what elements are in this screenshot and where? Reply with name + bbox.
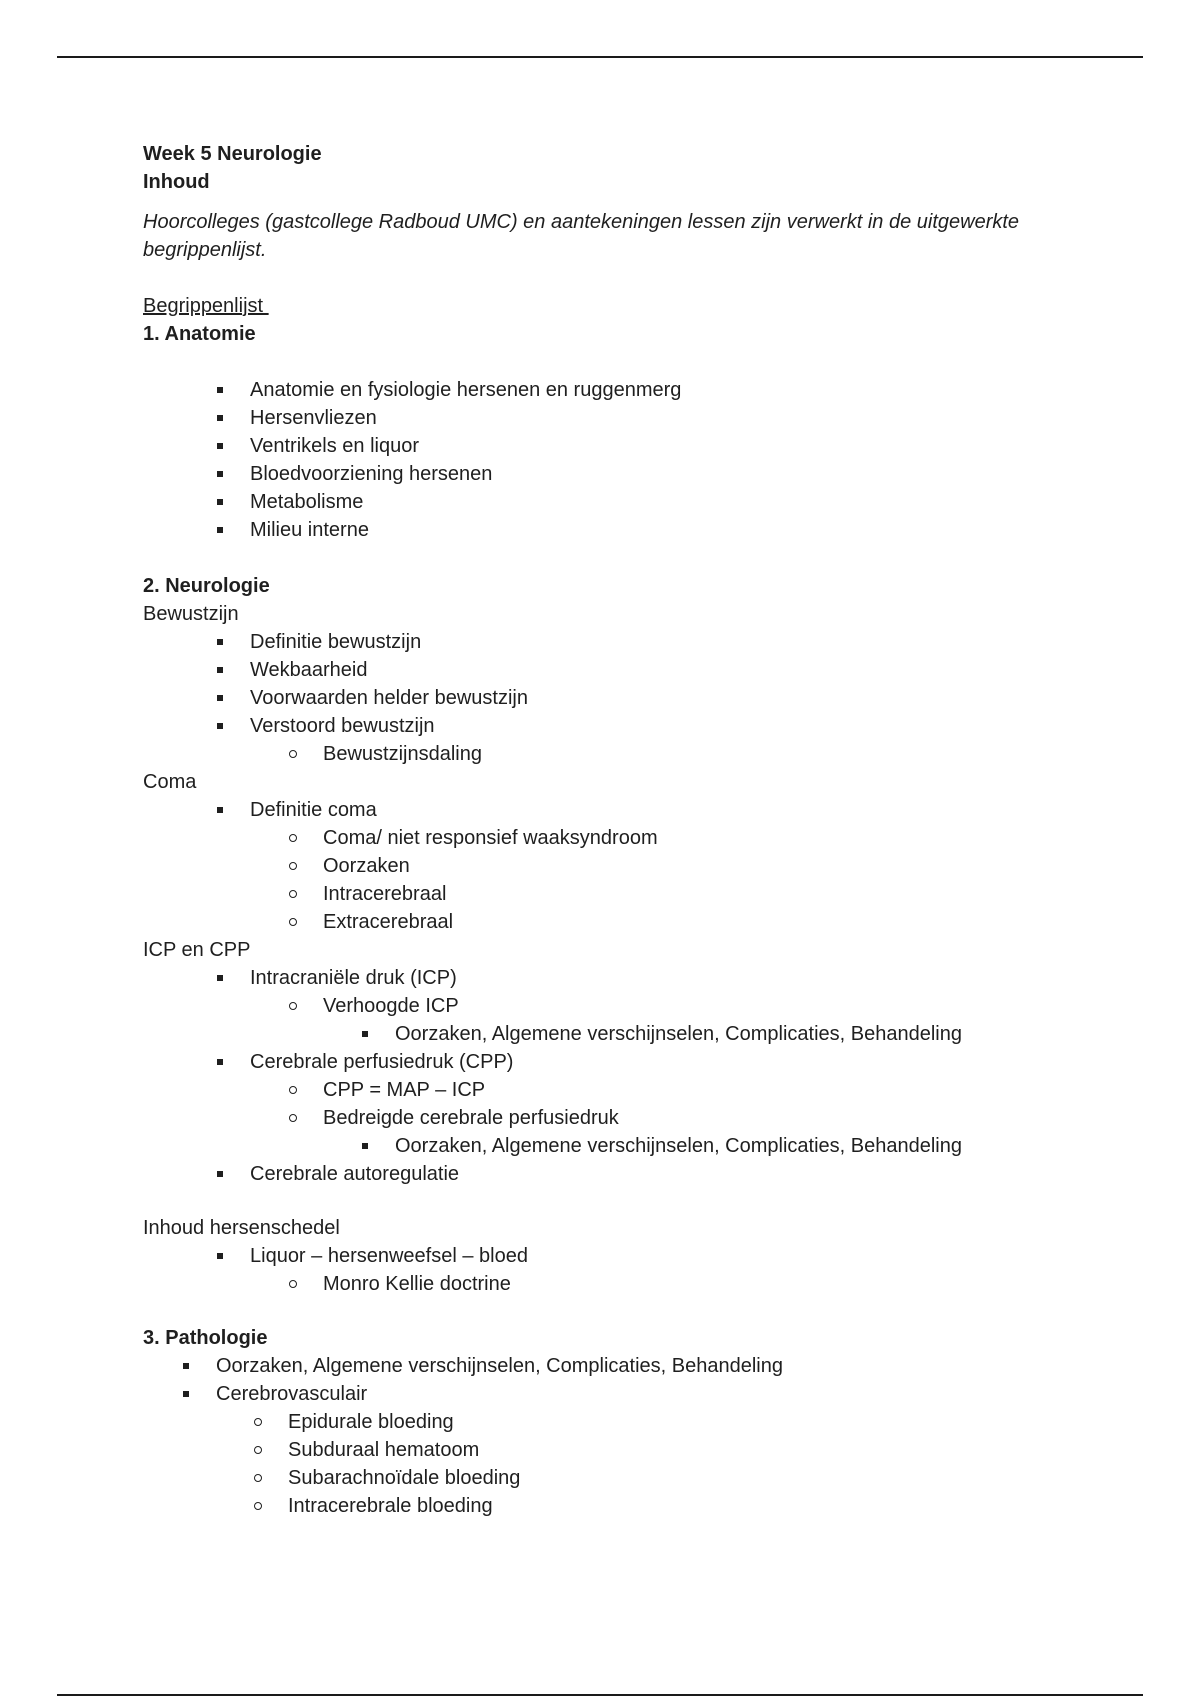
subsection-label-bewustzijn: Bewustzijn [143,603,239,625]
list-title: Begrippenlijst [143,295,269,317]
list-subitem: Oorzaken [323,855,410,877]
list-item: Definitie bewustzijn [250,631,422,653]
list-item: Ventrikels en liquor [250,435,419,457]
section-heading-pathologie: 3. Pathologie [143,1327,268,1349]
list-subitem: Subduraal hematoom [288,1439,480,1461]
list-item: Cerebrovasculair [216,1383,368,1405]
list-item: Voorwaarden helder bewustzijn [250,687,528,709]
list-subitem: Bedreigde cerebrale perfusiedruk [323,1107,619,1129]
intro-line-2: begrippenlijst. [143,239,267,261]
list-subitem: Bewustzijnsdaling [323,743,482,765]
list-subitem: Epidurale bloeding [288,1411,454,1433]
bottom-rule [57,1694,1143,1696]
top-rule [57,56,1143,58]
list-item: Hersenvliezen [250,407,377,429]
subsection-label-coma: Coma [143,771,197,793]
list-subitem: Intracerebraal [323,883,447,905]
list-item: Definitie coma [250,799,377,821]
section-heading-neurologie: 2. Neurologie [143,575,270,597]
list-item: Oorzaken, Algemene verschijnselen, Complicaties, Behandeling [216,1355,783,1377]
list-subitem: Monro Kellie doctrine [323,1273,511,1295]
list-item: Wekbaarheid [250,659,368,681]
intro-line-1: Hoorcolleges (gastcollege Radboud UMC) en aantekeningen lessen zijn verwerkt in de uitgewerkte [143,211,1020,233]
section-heading-anatomie: 1. Anatomie [143,323,256,345]
list-subitem: Verhoogde ICP [323,995,459,1017]
list-item: Bloedvoorziening hersenen [250,463,493,485]
list-item: Verstoord bewustzijn [250,715,435,737]
list-subitem: CPP = MAP – ICP [323,1079,486,1101]
document-subtitle: Inhoud [143,171,210,193]
document-body [143,140,1103,1520]
subsection-label-icp: ICP en CPP [143,939,251,961]
list-item: Cerebrale perfusiedruk (CPP) [250,1051,514,1073]
list-subitem: Coma/ niet responsief waaksyndroom [323,827,658,849]
list-subitem: Subarachnoïdale bloeding [288,1467,521,1489]
list-item: Anatomie en fysiologie hersenen en ruggenmerg [250,379,682,401]
subsection-label-inhoud: Inhoud hersenschedel [143,1217,340,1239]
list-item: Intracraniële druk (ICP) [250,967,457,989]
list-item: Milieu interne [250,519,369,541]
list-item: Liquor – hersenweefsel – bloed [250,1245,528,1267]
list-subsubitem: Oorzaken, Algemene verschijnselen, Complicaties, Behandeling [395,1023,962,1045]
document-title: Week 5 Neurologie [143,143,322,165]
list-subsubitem: Oorzaken, Algemene verschijnselen, Complicaties, Behandeling [395,1135,962,1157]
list-item: Metabolisme [250,491,364,513]
list-subitem: Extracerebraal [323,911,454,933]
list-item: Cerebrale autoregulatie [250,1163,460,1185]
list-subitem: Intracerebrale bloeding [288,1495,493,1517]
